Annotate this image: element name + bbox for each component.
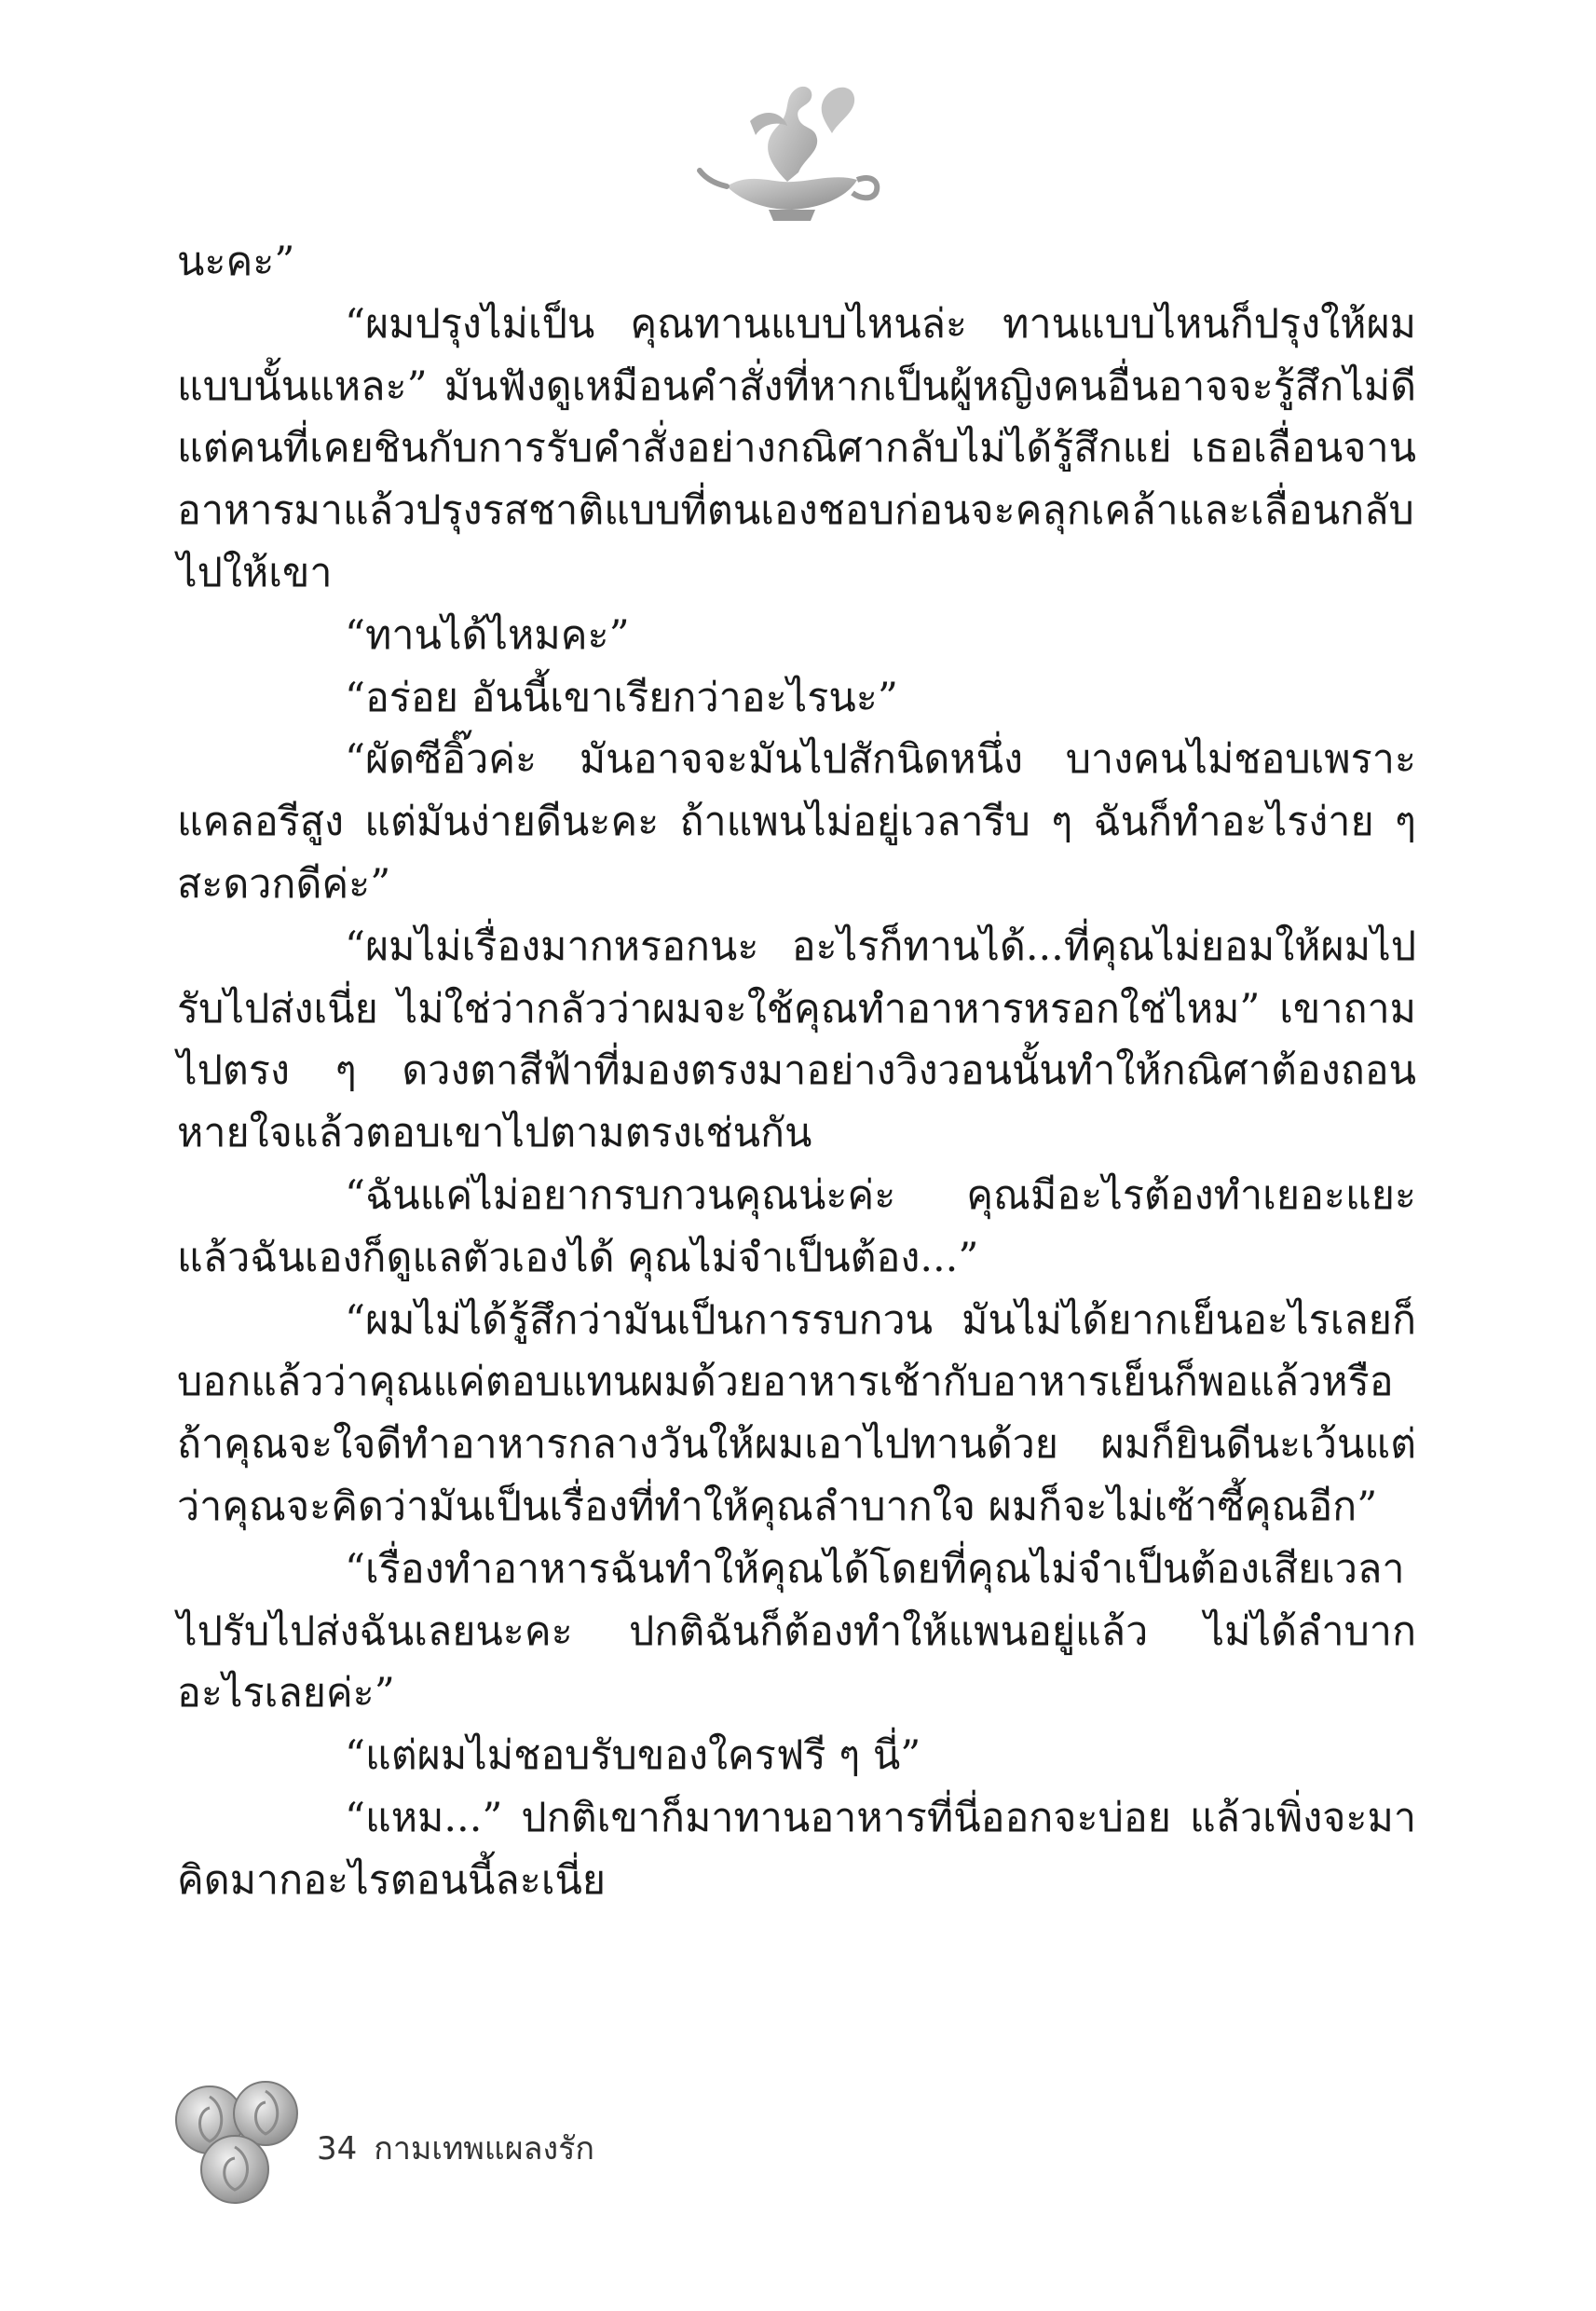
paragraph: “แหม...” ปกติเขาก็มาทานอาหารที่นี่ออกจะบ่อย แล้วเพิ่งจะมาคิดมากอะไรตอนนี้ละเนี่ย — [177, 1794, 1416, 1904]
paragraph: “ผัดซีอิ๊วค่ะ มันอาจจะมันไปสักนิดหนึ่ง บางคนไม่ชอบเพราะแคลอรีสูง แต่มันง่ายดีนะคะ ถ้าแพนไม่อยู่เวลารีบ ๆ ฉันก็ทำอะไรง่าย ๆ สะดวกดีค่ะ” — [177, 736, 1416, 908]
book-title: กามเทพแผลงรัก — [374, 2130, 594, 2167]
paragraph: “ผมปรุงไม่เป็น คุณทานแบบไหนล่ะ ทานแบบไหนก็ปรุงให้ผมแบบนั้นแหละ” มันฟังดูเหมือนคำสั่งที่หากเป็นผู้หญิงคนอื่นอาจจะรู้สึกไม่ดี แต่คนที่เคยชินกับการรับคำสั่งอย่างกณิศากลับไม่ได้รู้สึกแย่ เธอเลื่อนจานอาหารมาแล้วปรุงรสชาติแบบที่ตนเองชอบก่อนจะคลุกเคล้าและเลื่อนกลับไปให้เขา — [177, 300, 1416, 596]
paragraph: “ผมไม่เรื่องมากหรอกนะ อะไรก็ทานได้...ที่คุณไม่ยอมให้ผมไปรับไปส่งเนี่ย ไม่ใช่ว่ากลัวว่าผมจะใช้คุณทำอาหารหรอกใช่ไหม” เขาถามไปตรง ๆ ดวงตาสีฟ้าที่มองตรงมาอย่างวิงวอนนั้นทำให้กณิศาต้องถอนหายใจแล้วตอบเขาไปตามตรงเช่นกัน — [177, 923, 1416, 1157]
paragraph: นะคะ” — [177, 239, 295, 285]
page-number: 34 — [317, 2130, 358, 2167]
paragraph: “ผมไม่ได้รู้สึกว่ามันเป็นการรบกวน มันไม่ได้ยากเย็นอะไรเลยก็บอกแล้วว่าคุณแค่ตอบแทนผมด้วยอาหารเช้ากับอาหารเย็นก็พอแล้วหรือถ้าคุณจะใจดีทำอาหารกลางวันให้ผมเอาไปทานด้วย ผมก็ยินดีนะเว้นแต่ว่าคุณจะคิดว่ามันเป็นเรื่องที่ทำให้คุณลำบากใจ ผมก็จะไม่เซ้าซี้คุณอีก” — [177, 1296, 1416, 1530]
paragraph: “ฉันแค่ไม่อยากรบกวนคุณน่ะค่ะ คุณมีอะไรต้องทำเยอะแยะแล้วฉันเองก็ดูแลตัวเองได้ คุณไม่จำเป็นต้อง...” — [177, 1171, 1416, 1281]
paragraph: “แต่ผมไม่ชอบรับของใครฟรี ๆ นี่” — [345, 1732, 921, 1780]
cream-swirl-icon — [168, 2069, 335, 2208]
paragraph: “เรื่องทำอาหารฉันทำให้คุณได้โดยที่คุณไม่จำเป็นต้องเสียเวลาไปรับไปส่งฉันเลยนะคะ ปกติฉันก็ต้องทำให้แพนอยู่แล้ว ไม่ได้ลำบากอะไรเลยค่ะ” — [177, 1545, 1416, 1717]
paragraph: “อร่อย อันนี้เขาเรียกว่าอะไรนะ” — [345, 674, 898, 721]
body-text — [177, 231, 1416, 1912]
page-footer — [168, 2069, 820, 2208]
genie-lamp-icon — [694, 70, 890, 228]
paragraph: “ทานได้ไหมคะ” — [345, 611, 630, 659]
footer-caption — [317, 2123, 611, 2173]
